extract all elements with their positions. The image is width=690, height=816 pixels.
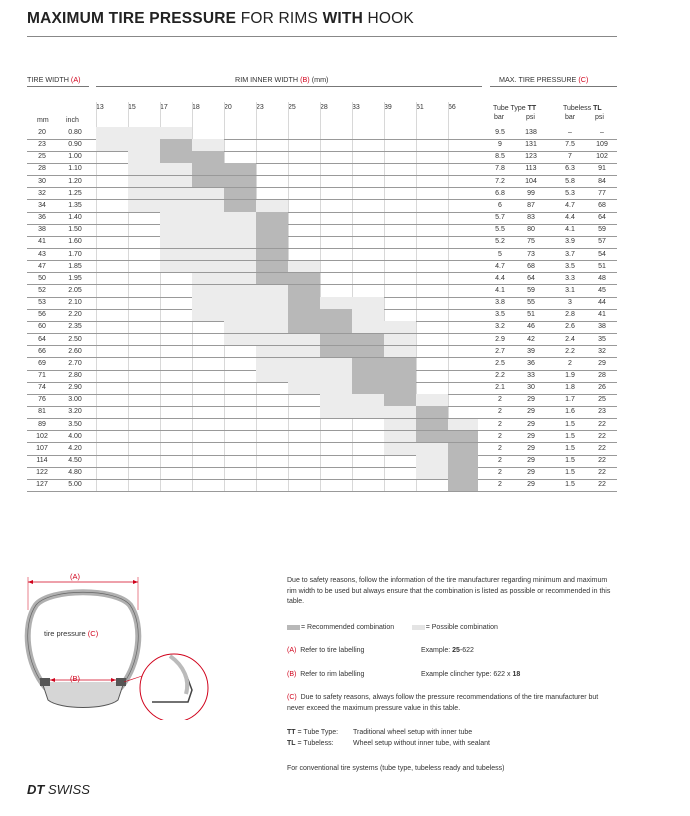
cell-mm: 56 [38,311,46,319]
cell-tl-bar: 2.6 [565,323,575,331]
cell-tt-bar: 2.2 [495,372,505,379]
cell-mm: 53 [38,299,46,307]
cell-tl-bar: 1.5 [565,444,575,452]
cell-tl-psi: 22 [598,432,606,440]
cell-tt-psi: 29 [527,396,535,404]
tube-type-unit: Tube Type TT [493,105,537,112]
cell-tl-bar: 1.5 [565,481,575,489]
cell-tt-bar: 2 [498,481,502,489]
cell-tt-psi: 29 [527,408,535,416]
cell-inch: 1.25 [68,189,82,197]
legend: = Recommended combination = Possible combination [287,623,617,634]
cell-tt-bar: 5.7 [495,214,505,222]
cell-tl-psi: 23 [598,408,606,416]
inch-unit: inch [66,117,79,124]
cell-tt-bar: 6 [498,201,502,209]
table-row [27,285,617,296]
cell-tl-psi: 44 [598,299,606,307]
table-row [27,236,617,247]
cell-mm: 74 [38,384,46,392]
cell-tt-psi: 73 [527,250,535,258]
tl-psi-unit: psi [595,114,604,121]
cell-tl-psi: 22 [598,469,606,477]
rim-width-label: 25 [288,104,296,111]
cell-inch: 2.70 [68,359,82,367]
cell-tl-bar: 4.7 [565,201,575,209]
cell-mm: 60 [38,323,46,331]
cell-tl-psi: 26 [598,384,606,392]
cell-mm: 81 [38,408,46,416]
cell-mm: 89 [38,420,46,428]
cell-tt-bar: 4.1 [495,286,505,294]
cell-tt-psi: 51 [527,311,535,319]
cell-mm: 30 [38,177,46,185]
cell-tt-psi: 75 [527,238,535,246]
cell-tl-bar: 7 [568,153,572,161]
cell-tt-psi: 138 [525,129,537,136]
rim-width-label: 13 [96,104,104,111]
cell-tl-psi: 32 [598,347,606,355]
cell-tl-psi: 64 [598,214,606,222]
cell-tl-psi: 57 [598,238,606,246]
cell-tl-psi: 45 [598,286,606,294]
cell-tt-bar: 2 [498,444,502,452]
cell-tl-bar: 2 [568,359,572,367]
tt-psi-unit: psi [526,114,535,121]
table-row [27,406,617,417]
table-row [27,443,617,454]
cell-tt-psi: 30 [527,384,535,392]
cell-tl-bar: 5.3 [565,189,575,197]
cell-mm: 122 [36,469,48,477]
cell-tt-psi: 131 [525,141,537,149]
cell-inch: 2.60 [68,347,82,355]
page-title: MAXIMUM TIRE PRESSURE FOR RIMS WITH HOOK [27,10,414,27]
cell-mm: 71 [38,372,46,379]
cell-tt-psi: 33 [527,372,535,379]
note-b: (B) Refer to rim labelling Example clincher type: 622 x 18 [287,671,521,678]
cell-tt-bar: 5.2 [495,238,505,246]
rim-width-label: 18 [192,104,200,111]
cell-tt-psi: 99 [527,189,535,197]
table-row [27,321,617,332]
cell-tt-bar: 6.8 [495,189,505,197]
cell-tl-bar: 2.4 [565,335,575,343]
cell-tl-bar: 1.8 [565,384,575,392]
rim-width-label: 39 [384,104,392,111]
cell-tl-psi: 109 [596,141,608,149]
table-row [27,188,617,199]
cell-tl-psi: 29 [598,359,606,367]
table-row [27,309,617,320]
tubeless-unit: Tubeless TL [563,105,602,112]
table-row [27,273,617,284]
max-pressure-rule [490,86,617,87]
rim-inner-width-header: RIM INNER WIDTH (B) (mm) [235,75,329,84]
cell-inch: 1.35 [68,201,82,209]
cell-tl-bar: 4.4 [565,214,575,222]
cell-inch: 2.90 [68,384,82,392]
cell-tl-psi: 22 [598,481,606,489]
cell-mm: 20 [38,129,46,136]
rim-width-label: 66 [448,104,456,111]
cell-tt-bar: 2.9 [495,335,505,343]
cell-tt-bar: 4.4 [495,274,505,282]
table-row [27,431,617,442]
tt-bar-unit: bar [494,114,505,121]
tire-width-header: TIRE WIDTH (A) [27,75,81,84]
table-row [27,224,617,235]
row-divider [27,491,617,492]
cell-mm: 127 [36,481,48,489]
cell-inch: 1.40 [68,214,82,222]
cell-inch: 1.10 [68,165,82,173]
cell-tl-bar: 1.5 [565,432,575,440]
cell-mm: 36 [38,214,46,222]
rim-width-label: 33 [352,104,360,111]
cell-tl-bar: 6.3 [565,165,575,173]
note-c: (C) Due to safety reasons, always follow the pressure recommendations of the tire manufacturer but never exceed the maximum pressure value in this table. [287,694,599,712]
cell-tt-psi: 87 [527,201,535,209]
cell-tt-psi: 46 [527,323,535,331]
cell-tt-psi: 39 [527,347,535,355]
tire-width-rule [27,86,89,87]
cell-tt-bar: 5 [498,250,502,258]
cell-mm: 28 [38,165,46,173]
rim-width-label: 20 [224,104,232,111]
cell-tt-psi: 59 [527,286,535,294]
cell-inch: 1.00 [68,153,82,161]
cell-tl-bar: – [568,129,572,136]
cell-tt-psi: 113 [525,165,537,173]
cell-tt-psi: 55 [527,299,535,307]
cell-tt-bar: 7.8 [495,165,505,173]
cell-tt-bar: 4.7 [495,262,505,270]
cell-tl-bar: 7.5 [565,141,575,149]
table-row [27,261,617,272]
cell-tt-psi: 64 [527,274,535,282]
cell-tt-bar: 2 [498,432,502,440]
table-row [27,419,617,430]
cell-inch: 2.50 [68,335,82,343]
rim-width-label: 51 [416,104,424,111]
cell-tl-psi: 41 [598,311,606,319]
note-a: (A) Refer to tire labelling Example: 25-622 [287,647,474,654]
cell-tt-psi: 29 [527,457,535,465]
cell-tt-bar: 2 [498,408,502,416]
cell-tl-psi: 77 [598,189,606,197]
cell-inch: 3.00 [68,396,82,404]
cell-inch: 2.80 [68,372,82,379]
cell-tt-bar: 2.1 [495,384,505,392]
cell-tt-psi: 68 [527,262,535,270]
cell-tl-bar: 4.1 [565,226,575,234]
table-row [27,212,617,223]
cell-tt-bar: 8.5 [495,153,505,161]
cell-tl-psi: 38 [598,323,606,331]
cell-mm: 32 [38,189,46,197]
cell-tl-bar: 3.7 [565,250,575,258]
table-row [27,151,617,162]
cell-tt-bar: 2.5 [495,359,505,367]
cell-tt-psi: 104 [525,177,537,185]
cell-tl-psi: 84 [598,177,606,185]
diagram-a-label: (A) [70,572,80,581]
cell-tl-bar: 3 [568,299,572,307]
cell-tl-psi: 68 [598,201,606,209]
cell-tt-psi: 36 [527,359,535,367]
table-row [27,382,617,393]
cell-inch: 4.50 [68,457,82,465]
cell-tl-psi: 54 [598,250,606,258]
cell-tt-bar: 2 [498,457,502,465]
cell-tt-bar: 5.5 [495,226,505,234]
table-row [27,394,617,405]
tt-definition: TT = Tube Type: Traditional wheel setup with inner tube [287,729,473,736]
cell-tt-psi: 29 [527,444,535,452]
diagram-b-label: (B) [70,674,80,683]
title-divider [27,36,617,37]
cell-inch: 2.05 [68,286,82,294]
table-row [27,346,617,357]
cell-tt-bar: 3.5 [495,311,505,319]
dt-swiss-logo: DT SWISS [27,782,90,797]
cell-tl-bar: 1.5 [565,457,575,465]
table-row [27,455,617,466]
max-pressure-header: MAX. TIRE PRESSURE (C) [499,75,589,84]
rim-inner-rule [96,86,482,87]
cell-mm: 114 [36,457,48,465]
cell-tt-bar: 9.5 [495,129,505,136]
cell-inch: 0.90 [68,141,82,149]
cell-tt-psi: 83 [527,214,535,222]
cell-inch: 4.80 [68,469,82,477]
cell-mm: 64 [38,335,46,343]
table-row [27,479,617,490]
cell-inch: 1.95 [68,274,82,282]
cell-tl-bar: 1.5 [565,469,575,477]
cell-tl-bar: 3.1 [565,286,575,294]
table-row [27,163,617,174]
cell-tl-psi: 25 [598,396,606,404]
cell-tl-psi: 91 [598,165,606,173]
cell-tl-bar: 5.8 [565,177,575,185]
cell-inch: 1.50 [68,226,82,234]
cell-inch: 4.00 [68,432,82,440]
cell-inch: 3.20 [68,408,82,416]
safety-note: Due to safety reasons, follow the information of the tire manufacturer regarding minimum and maximum rim width to be used but always ensure that the combination is listed as possible or recommended in this table. [287,577,611,605]
cell-tl-psi: – [600,129,604,136]
cell-tl-bar: 1.9 [565,372,575,379]
cell-tl-psi: 22 [598,457,606,465]
cell-tl-bar: 3.3 [565,274,575,282]
cell-tl-psi: 35 [598,335,606,343]
cell-mm: 69 [38,359,46,367]
cell-tt-bar: 3.2 [495,323,505,331]
cell-inch: 2.10 [68,299,82,307]
cell-tl-psi: 22 [598,444,606,452]
cell-tl-psi: 51 [598,262,606,270]
table-row [27,200,617,211]
cell-mm: 41 [38,238,46,246]
table-row [27,127,617,138]
cell-tt-psi: 123 [525,153,537,161]
cell-mm: 38 [38,226,46,234]
cell-mm: 23 [38,141,46,149]
cell-mm: 76 [38,396,46,404]
cell-tt-bar: 2 [498,396,502,404]
cell-tl-bar: 3.9 [565,238,575,246]
cell-mm: 43 [38,250,46,258]
rim-width-label: 28 [320,104,328,111]
cell-tl-psi: 22 [598,420,606,428]
cell-inch: 5.00 [68,481,82,489]
cell-inch: 1.70 [68,250,82,258]
table-row [27,176,617,187]
cell-tl-bar: 3.5 [565,262,575,270]
conventional-note: For conventional tire systems (tube type, tubeless ready and tubeless) [287,765,505,772]
cell-tt-bar: 9 [498,141,502,149]
cell-tl-bar: 2.2 [565,347,575,355]
cell-tt-bar: 7.2 [495,177,505,185]
cell-inch: 3.50 [68,420,82,428]
possible-swatch [412,625,425,630]
cell-inch: 1.20 [68,177,82,185]
cell-tl-psi: 59 [598,226,606,234]
diagram-pressure-label: tire pressure (C) [44,629,99,638]
cell-tl-psi: 28 [598,372,606,379]
cell-tt-bar: 3.8 [495,299,505,307]
cell-mm: 107 [36,444,48,452]
cell-mm: 66 [38,347,46,355]
cell-tt-bar: 2 [498,420,502,428]
cell-inch: 2.20 [68,311,82,319]
cell-inch: 1.60 [68,238,82,246]
cell-inch: 4.20 [68,444,82,452]
cell-mm: 25 [38,153,46,161]
rim-width-label: 23 [256,104,264,111]
cell-tt-psi: 42 [527,335,535,343]
cell-tt-psi: 29 [527,481,535,489]
cell-tl-psi: 48 [598,274,606,282]
cell-mm: 52 [38,286,46,294]
cell-tt-psi: 80 [527,226,535,234]
rim-width-label: 17 [160,104,168,111]
table-row [27,297,617,308]
mm-unit: mm [37,117,49,124]
cell-tt-bar: 2.7 [495,347,505,355]
cell-inch: 1.85 [68,262,82,270]
cell-tl-bar: 1.6 [565,408,575,416]
rim-width-label: 15 [128,104,136,111]
cell-mm: 50 [38,274,46,282]
cell-tt-psi: 29 [527,432,535,440]
cell-tt-bar: 2 [498,469,502,477]
cell-tl-bar: 1.7 [565,396,575,404]
cell-tt-psi: 29 [527,469,535,477]
table-row [27,249,617,260]
cell-inch: 2.35 [68,323,82,331]
table-row [27,467,617,478]
cell-tl-bar: 2.8 [565,311,575,319]
table-row [27,334,617,345]
tl-bar-unit: bar [565,114,576,121]
cell-mm: 34 [38,201,46,209]
cell-mm: 47 [38,262,46,270]
cell-tl-psi: 102 [596,153,608,161]
table-row [27,358,617,369]
table-row [27,139,617,150]
recommended-swatch [287,625,300,630]
rim-tire-diagram [20,570,210,720]
cell-tl-bar: 1.5 [565,420,575,428]
table-row [27,370,617,381]
cell-mm: 102 [36,432,48,440]
cell-inch: 0.80 [68,129,82,136]
cell-tt-psi: 29 [527,420,535,428]
tl-definition: TL = Tubeless: Wheel setup without inner tube, with sealant [287,740,490,747]
